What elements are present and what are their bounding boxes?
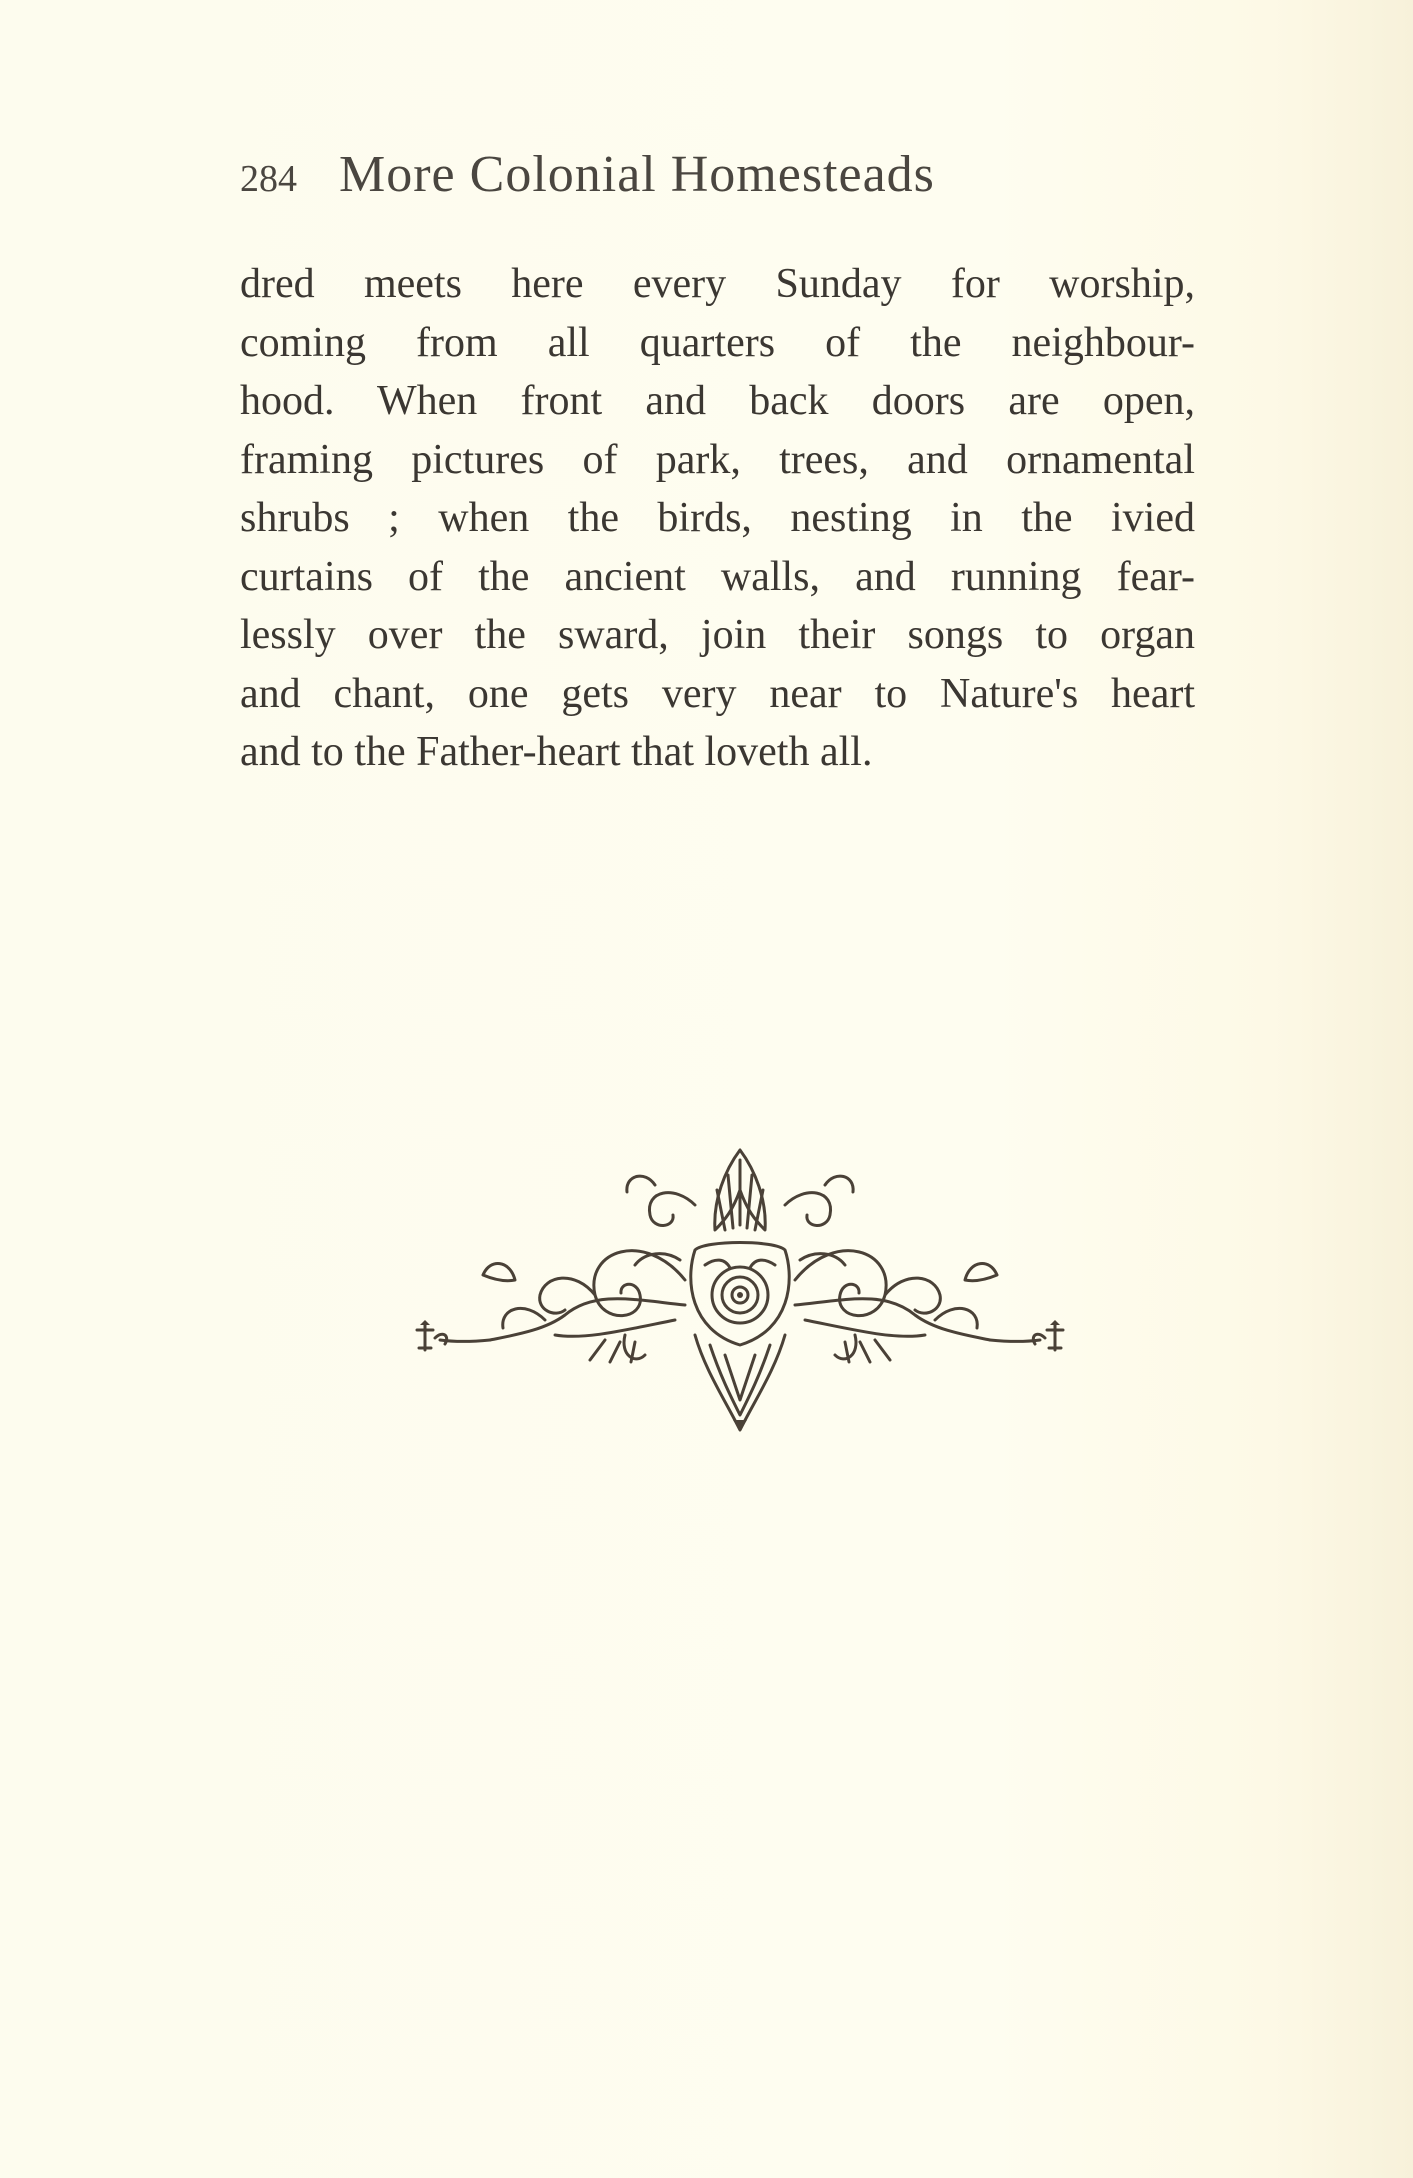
running-title: More Colonial Homesteads bbox=[339, 146, 935, 203]
page-number: 284 bbox=[240, 158, 297, 200]
text-line: dred meets here every Sunday for worship, bbox=[240, 261, 1195, 307]
text-line: coming from all quarters of the neighbour- bbox=[240, 319, 1195, 366]
text-line: hood. When front and back doors are open, bbox=[240, 378, 1195, 424]
running-head bbox=[240, 140, 1200, 210]
text-line: framing pictures of park, trees, and ornamental bbox=[240, 436, 1195, 483]
text-line: and chant, one gets very near to Nature's heart bbox=[240, 670, 1195, 717]
body-paragraph bbox=[240, 255, 1195, 782]
text-line: shrubs ; when the birds, nesting in the ivied bbox=[240, 495, 1195, 541]
text-line: curtains of the ancient walls, and running fear- bbox=[240, 553, 1195, 600]
tailpiece-ornament-icon bbox=[395, 1130, 1085, 1450]
text-line: and to the Father-heart that loveth all. bbox=[240, 729, 873, 775]
text-line: lessly over the sward, join their songs to organ bbox=[240, 612, 1195, 658]
